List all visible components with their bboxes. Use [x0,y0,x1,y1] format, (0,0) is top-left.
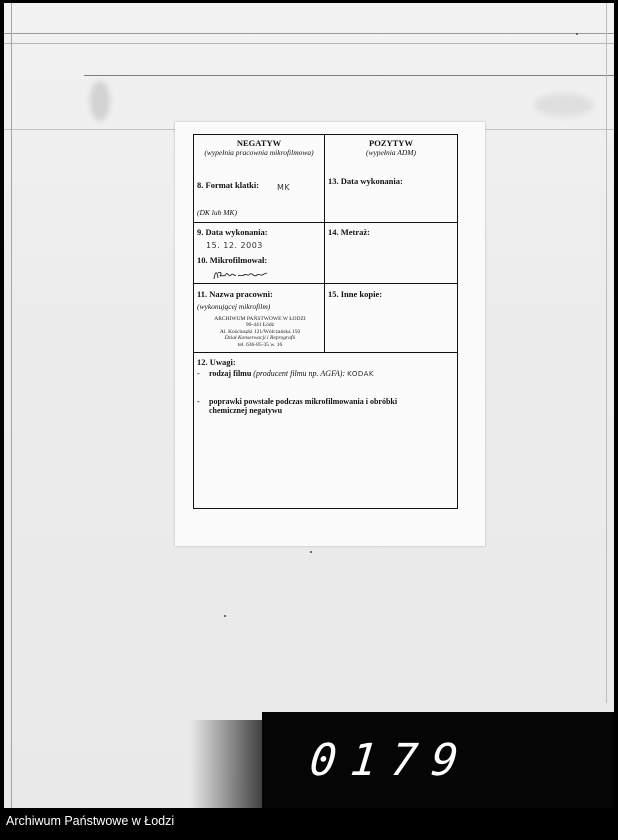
stamp-line: Al. Kościuszki 121/Wólczańska 150 [219,328,301,335]
dust-speck [224,615,226,617]
negatyw-subtitle: (wypełnia pracownia mikrofilmowa) [204,148,314,157]
rodzaj-filmu-text [209,369,449,379]
poprawki-row [197,397,452,421]
row-divider [194,222,457,223]
format-klatki-value: MK [277,183,291,192]
row-divider [194,283,457,284]
film-smudge [90,81,110,121]
archive-stamp [196,316,324,348]
bullet-dash: - [197,397,200,406]
stamp-line: tel. 636-85-35 w. 16 [237,341,283,348]
film-scratch-line [4,43,614,44]
bullet-dash: - [197,369,200,378]
film-smudge [534,93,594,117]
dust-speck [310,551,312,553]
data-wykonania-pozytyw-label: 13. Data wykonania: [328,176,403,186]
negatyw-title: NEGATYW [236,138,282,148]
mikrofilmowal-label: 10. Mikrofilmował: [197,255,268,265]
frame-counter: 0179 [307,735,475,786]
pozytyw-header [325,138,457,157]
film-scratch-line [11,3,12,808]
film-scratch-line [606,3,607,703]
format-klatki-label: 8. Format klatki: [197,180,260,190]
format-klatki-hint: (DK lub MK) [197,208,237,217]
data-wykonania-label: 9. Data wykonania: [197,227,268,237]
microfilm-form [193,134,458,509]
nazwa-pracowni-subtitle: (wykonującej mikrofilm) [197,302,271,311]
negatyw-header [194,138,324,157]
pozytyw-subtitle: (wypełnia ADM) [365,148,417,157]
mikrofilmowal-signature [212,268,270,282]
film-scratch-line [84,75,614,76]
archive-footer: Archiwum Państwowe w Łodzi [6,814,175,828]
poprawki-text: poprawki powstałe podczas mikrofilmowania i obróbki chemicznej negatywu [209,397,398,415]
stamp-line: ARCHIWUM PAŃSTWOWE W ŁODZI [214,316,306,322]
rodzaj-filmu-label: rodzaj filmu [209,369,252,378]
nazwa-pracowni-label: 11. Nazwa pracowni: [197,289,273,299]
inne-kopie-label: 15. Inne kopie: [328,289,383,299]
rodzaj-filmu-value: KODAK [347,370,375,378]
stamp-line: Dział Konserwacji i Reprografii [224,335,296,342]
metraz-label: 14. Metraż: [328,227,371,237]
form-sheet [175,122,485,546]
column-divider [324,135,325,352]
dust-speck [576,33,578,35]
uwagi-label: 12. Uwagi: [197,357,236,367]
rodzaj-filmu-row [197,369,452,381]
data-wykonania-value: 15. 12. 2003 [206,241,263,250]
pozytyw-title: POZYTYW [369,138,413,148]
row-divider [194,352,457,353]
rodzaj-filmu-hint: (producent filmu np. AGFA): [253,369,346,378]
stamp-line: 90-441 Łódź [245,322,275,329]
film-scratch-line [4,33,614,34]
